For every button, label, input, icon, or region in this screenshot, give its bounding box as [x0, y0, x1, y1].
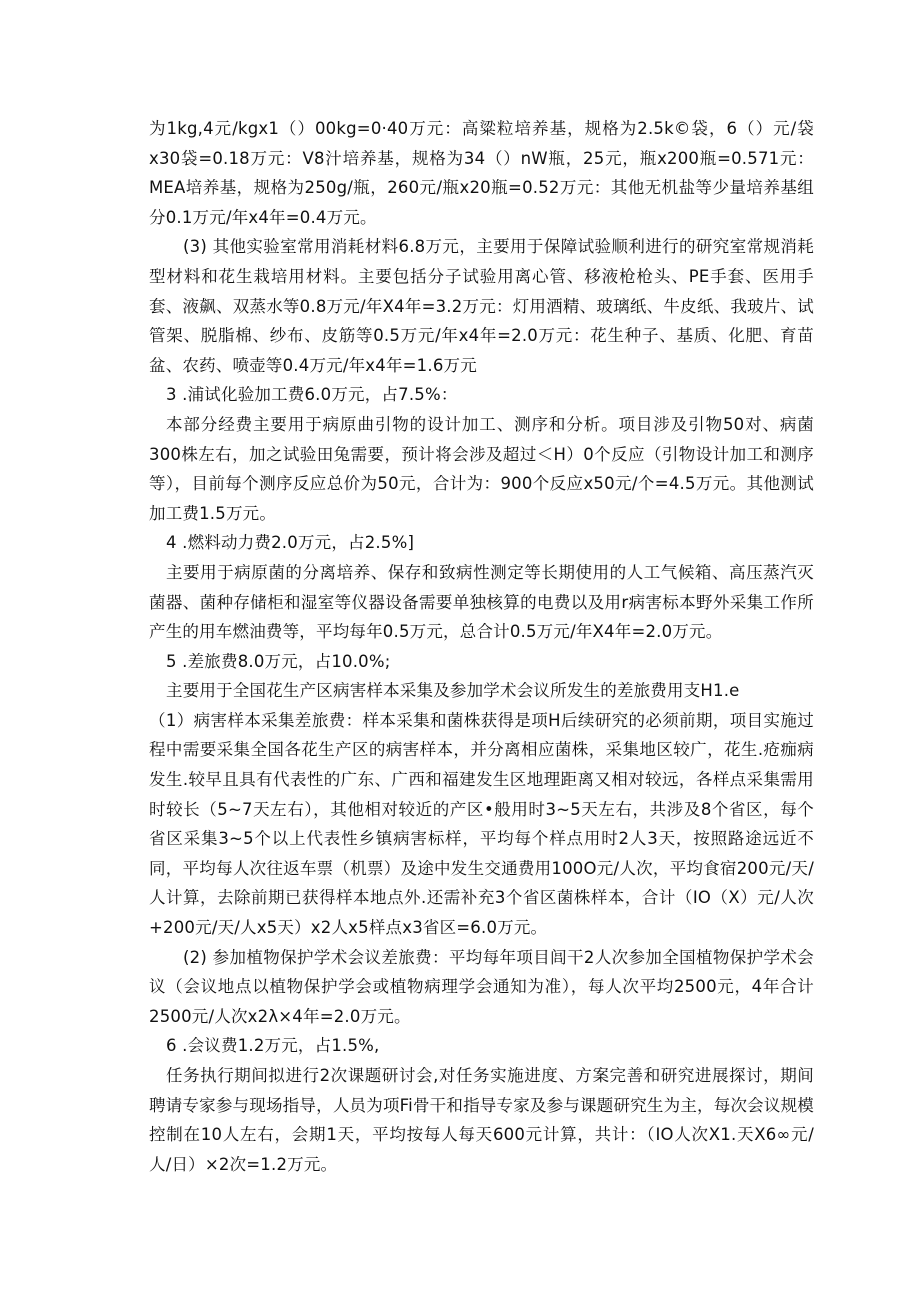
heading-meeting-fee: 6 .会议费1.2万元，占1.5%, [166, 1036, 380, 1056]
heading-testing-processing-fee: 3 .浦试化验加工费6.0万元，占7.5%： [166, 385, 458, 405]
heading-fuel-power-fee: 4 .燃料动力费2.0万元，占2.5%] [166, 533, 415, 553]
paragraph-testing-processing: 本部分经费主要用于病原曲引物的设计加工、测序和分析。项目涉及引物50对、病菌300株左右，加之试验田兔需要，预计将会涉及超过＜H）0个反应（引物设计加工和测序等），目前每个测序反应总价为50元，合计为：900个反应x50元/个=4.5万元。其他测试加工费1.5万元。 [149, 414, 814, 523]
heading-travel-fee: 5 .差旅费8.0万元，占10.0%; [166, 651, 391, 671]
paragraph-meeting: 任务执行期间拟进行2次课题研讨会,对任务实施进度、方案完善和研究进展探讨，期间聘请专家参与现场指导，人员为项Fi骨干和指导专家及参与课题研究生为主，每次会议规模控制在10人左右，会期1天，平均按每人每天600元计算，共计：（IO人次X1.天X6∞元/人/日）×2次=1.2万元。 [149, 1066, 814, 1174]
paragraph-culture-media-cost: 为1kg,4元/kgx1（）00kg=0·40万元：高粱粒培养基，规格为2.5k©袋，6（）元/袋x30袋=0.18万元：V8汁培养基，规格为34（）nW瓶，25元，瓶x200瓶=0.571元：MEA培养基，规格为250g/瓶，260元/瓶x20瓶=0.52万元：其他无机盐等少量培养基组分0.1万元/年x4年=0.4万元。 [149, 119, 814, 227]
paragraph-lab-consumables: (3) 其他实验室常用消耗材料6.8万元，主要用于保障试验顺利进行的研究室常规消耗型材料和花生栽培用材料。主要包括分子试验用离心管、移液枪枪头、PE手套、医用手套、液飙、双蒸水等0.8万元/年X4年=3.2万元：灯用酒精、玻璃纸、牛皮纸、我玻片、试管架、脱脂棉、纱布、皮筋等0.5万元/年x4年=2.0万元：花生种子、基质、化肥、育苗盆、农药、喷壶等0.4万元/年x4年=1.6万元 [149, 237, 814, 375]
document-body [149, 114, 814, 1179]
paragraph-fuel-power: 主要用于病原菌的分离培养、保存和致病性测定等长期使用的人工气候箱、高压蒸汽灭菌器、菌种存储柜和湿室等仪器设备需要单独核算的电费以及用r病害标本野外采集工作所产生的用车燃油费等，平均每年0.5万元，总合计0.5万元/年X4年=2.0万元。 [149, 562, 814, 642]
paragraph-conference-travel: (2) 参加植物保护学术会议差旅费：平均每年项目闾干2人次参加全国植物保护学术会议（会议地点以植物保护学会或植物病理学会通知为准），每人次平均2500元，4年合计2500元/人次x2λ×4年=2.0万元。 [149, 947, 814, 1026]
paragraph-sample-collection-travel: （1）病害样本采集差旅费：样本采集和菌株获得是项H后续研究的必须前期，项目实施过程中需要采集全国各花生产区的病害样本，并分离相应菌株，采集地区较广，花生.疮痂病发生.较早且具有代表性的广东、广西和福建发生区地理距离又相对较远，各样点采集需用时较长（5~7天左右），其他相对较近的产区•般用时3~5天左右，共涉及8个省区，每个省区采集3~5个以上代表性乡镇病害标样，平均每个样点用时2人3天，按照路途远近不同，平均每人次往返车票（机票）及途中发生交通费用100O元/人次，平均食宿200元/天/人计算，去除前期已获得样本地点外.还需补充3个省区菌株样本，合计（IO（X）元/人次+200元/天/人x5天）x2人x5样点x3省区=6.0万元。 [149, 710, 814, 938]
paragraph-travel-summary: 主要用于全国花生产区病害样本采集及参加学术会议所发生的差旅费用支H1.e [166, 681, 740, 701]
